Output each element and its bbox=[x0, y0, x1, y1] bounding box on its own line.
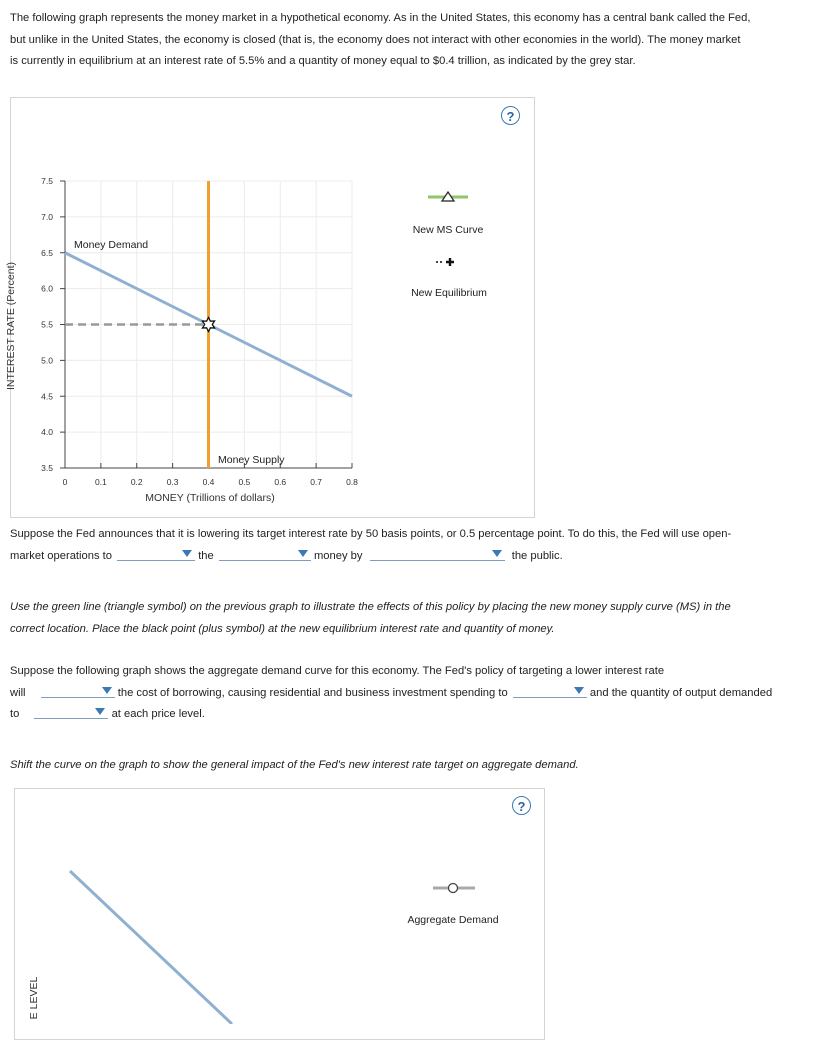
q1-text-a: market operations to bbox=[10, 549, 112, 562]
y-tick-label: 4.0 bbox=[41, 427, 53, 438]
new-equilibrium-tool[interactable] bbox=[436, 258, 454, 266]
instruction-1 bbox=[10, 597, 828, 640]
y-tick-label: 6.5 bbox=[41, 247, 53, 258]
y-tick-label: 6.0 bbox=[41, 283, 53, 294]
y-ticks bbox=[41, 176, 65, 473]
equilibrium-star-icon bbox=[202, 318, 214, 332]
y-tick-label: 4.5 bbox=[41, 391, 53, 402]
x-tick-label: 0.2 bbox=[130, 477, 143, 487]
plus-icon bbox=[446, 258, 454, 266]
q2-text-c: and the quantity of output demanded bbox=[589, 686, 773, 699]
x-ticks bbox=[63, 463, 359, 487]
money-supply-direction-dropdown[interactable] bbox=[219, 546, 311, 561]
x-tick-label: 0.1 bbox=[94, 477, 107, 487]
instr1-line-1: Use the green line (triangle symbol) on the previous graph to illustrate the effects of this policy by placing the new money supply curve (MS) in the bbox=[10, 601, 731, 613]
question-1 bbox=[10, 524, 828, 567]
investment-spending-dropdown[interactable] bbox=[513, 683, 587, 698]
q2-text-d: to bbox=[10, 708, 20, 720]
aggregate-demand-graph bbox=[0, 788, 834, 1024]
x-tick-label: 0.7 bbox=[310, 477, 323, 487]
q2-line-3 bbox=[10, 704, 828, 726]
x-axis-label: MONEY (Trillions of dollars) bbox=[145, 492, 275, 504]
instruction-2 bbox=[10, 755, 828, 777]
instr2-line-1: Shift the curve on the graph to show the general impact of the Fed's new interest rate target on aggregate demand. bbox=[10, 759, 579, 771]
q1-line-1: Suppose the Fed announces that it is lowering its target interest rate by 50 basis points, or 0.5 percentage point. To do this, the Fed will use open- bbox=[10, 528, 732, 540]
legend bbox=[411, 192, 487, 299]
intro-line-1: The following graph represents the money market in a hypothetical economy. As in the United States, this economy has a central bank called the Fed, bbox=[10, 12, 751, 24]
q2-text-a: will bbox=[10, 686, 26, 699]
q1-text-b: the bbox=[198, 549, 214, 562]
x-tick-label: 0.5 bbox=[238, 477, 251, 487]
intro-line-3: is currently in equilibrium at an interest rate of 5.5% and a quantity of money equal to $0.4 trillion, as indicated by the grey star. bbox=[10, 55, 636, 67]
aggregate-demand-curve[interactable] bbox=[70, 871, 232, 1024]
aggregate-demand-tool[interactable] bbox=[433, 884, 475, 893]
borrowing-cost-dropdown[interactable] bbox=[41, 683, 115, 698]
q2-line-1: Suppose the following graph shows the aggregate demand curve for this economy. The Fed's policy of targeting a lower interest rate bbox=[10, 665, 665, 677]
buy-sell-bonds-dropdown[interactable] bbox=[370, 546, 505, 561]
x-tick-label: 0.4 bbox=[202, 477, 215, 487]
operation-type-dropdown[interactable] bbox=[117, 546, 195, 561]
y-tick-label: 3.5 bbox=[41, 463, 53, 473]
plot-area bbox=[41, 176, 358, 487]
q1-text-c: money by bbox=[313, 549, 363, 562]
x-tick-label: 0.3 bbox=[166, 477, 179, 487]
intro-line-2: but unlike in the United States, the economy is closed (that is, the economy does not interact with other economies in the world). The money market bbox=[10, 33, 741, 46]
new-ms-curve-tool[interactable] bbox=[428, 192, 468, 201]
price-level-axis-label: E LEVEL bbox=[28, 976, 40, 1020]
star-shape bbox=[202, 318, 214, 332]
legend-new-equilibrium: New Equilibrium bbox=[411, 287, 487, 299]
x-tick-label: 0.8 bbox=[346, 477, 358, 487]
instr1-line-2: correct location. Place the black point (plus symbol) at the new equilibrium interest rate and quantity of money. bbox=[10, 622, 555, 635]
y-tick-label: 7.0 bbox=[41, 211, 53, 222]
money-demand-label: Money Demand bbox=[74, 239, 149, 251]
q2-line-2 bbox=[10, 683, 828, 705]
circle-icon bbox=[449, 884, 458, 893]
output-demanded-dropdown[interactable] bbox=[34, 704, 108, 719]
q1-text-d: the public. bbox=[511, 549, 563, 562]
x-tick-label: 0 bbox=[62, 477, 68, 487]
y-axis-label: INTEREST RATE (Percent) bbox=[5, 262, 17, 390]
y-tick-label: 5.5 bbox=[41, 319, 53, 330]
question-2 bbox=[10, 661, 828, 726]
q2-text-e: at each price level. bbox=[111, 708, 205, 720]
legend-aggregate-demand: Aggregate Demand bbox=[407, 914, 499, 926]
help-icon[interactable]: ? bbox=[512, 796, 531, 815]
x-tick-label: 0.6 bbox=[274, 477, 287, 487]
legend-new-ms-curve: New MS Curve bbox=[412, 224, 484, 236]
y-tick-label: 7.5 bbox=[41, 176, 53, 186]
q2-text-b: the cost of borrowing, causing residential and business investment spending to bbox=[117, 686, 508, 699]
q1-line-2 bbox=[10, 546, 828, 568]
help-icon[interactable]: ? bbox=[501, 106, 520, 125]
money-supply-label: Money Supply bbox=[218, 454, 285, 466]
y-tick-label: 5.0 bbox=[41, 355, 53, 366]
